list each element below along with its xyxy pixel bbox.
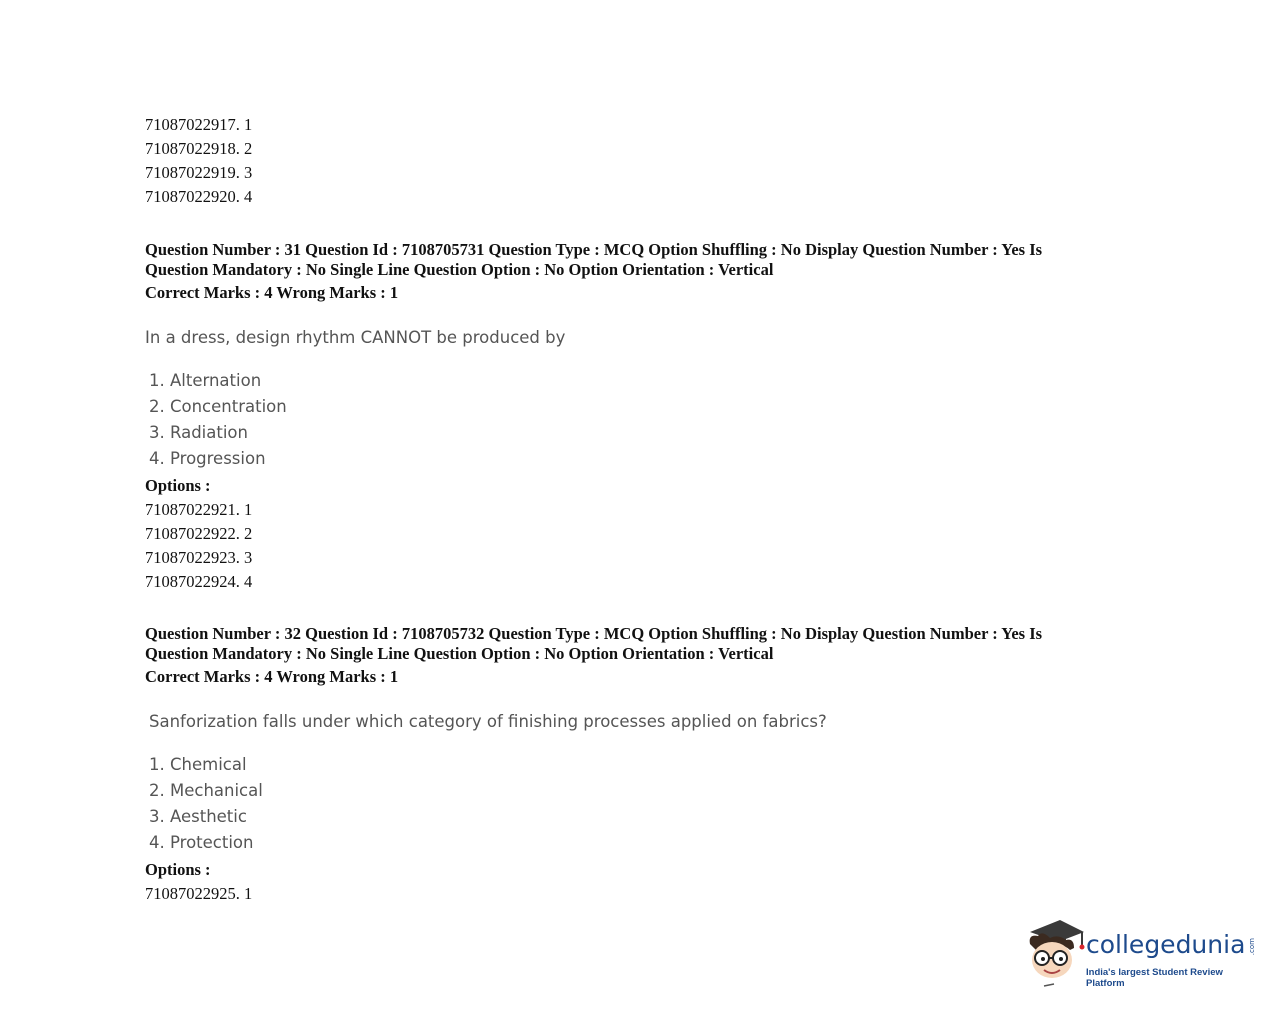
choice-item: 4. Protection <box>149 833 254 852</box>
option-row: 71087022922. 2 <box>145 524 253 543</box>
choice-item: 4. Progression <box>149 449 266 468</box>
option-row: 71087022920. 4 <box>145 187 253 206</box>
question-meta: Question Number : 32 Question Id : 7108705732 Question Type : MCQ Option Shuffling : No Display Question Number : Yes Is <box>145 624 1043 643</box>
question-meta: Question Mandatory : No Single Line Question Option : No Option Orientation : Vertical <box>145 644 774 663</box>
choice-item: 1. Chemical <box>149 755 247 774</box>
collegedunia-logo <box>1024 916 1264 988</box>
choice-item: 3. Aesthetic <box>149 807 247 826</box>
option-row: 71087022925. 1 <box>145 884 253 903</box>
option-row: 71087022917. 1 <box>145 115 253 134</box>
logo-tagline: India's largest Student Review Platform <box>1086 967 1223 989</box>
choice-item: 1. Alternation <box>149 371 262 390</box>
question-text: In a dress, design rhythm CANNOT be produced by <box>145 328 566 347</box>
option-row: 71087022921. 1 <box>145 500 253 519</box>
option-row: 71087022919. 3 <box>145 163 253 182</box>
choice-item: 2. Concentration <box>149 397 287 416</box>
option-row: 71087022924. 4 <box>145 572 253 591</box>
choice-item: 3. Radiation <box>149 423 248 442</box>
choice-item: 2. Mechanical <box>149 781 263 800</box>
question-text: Sanforization falls under which category of finishing processes applied on fabrics? <box>149 712 827 731</box>
options-label: Options : <box>145 860 211 879</box>
question-marks: Correct Marks : 4 Wrong Marks : 1 <box>145 283 399 302</box>
logo-wordmark: collegedunia <box>1086 930 1246 959</box>
mascot-icon <box>1024 916 1086 988</box>
logo-com: .com <box>1248 938 1256 956</box>
option-row: 71087022923. 3 <box>145 548 253 567</box>
option-row: 71087022918. 2 <box>145 139 253 158</box>
question-marks: Correct Marks : 4 Wrong Marks : 1 <box>145 667 399 686</box>
question-meta: Question Number : 31 Question Id : 7108705731 Question Type : MCQ Option Shuffling : No Display Question Number : Yes Is <box>145 240 1043 259</box>
question-meta: Question Mandatory : No Single Line Question Option : No Option Orientation : Vertical <box>145 260 774 279</box>
options-label: Options : <box>145 476 211 495</box>
